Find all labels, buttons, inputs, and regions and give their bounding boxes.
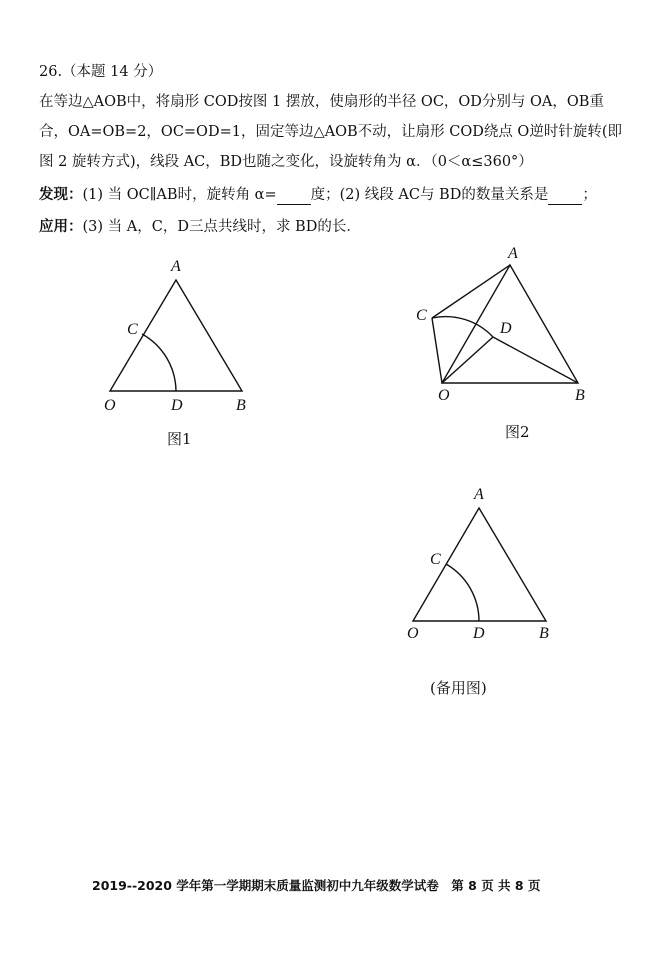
figure-1-label-d: D xyxy=(171,397,183,414)
figure-2-label-d: D xyxy=(500,320,512,337)
question-header: 26.（本题 14 分） xyxy=(39,64,163,80)
figure-3-label-d: D xyxy=(473,625,485,642)
figure-1-label-b: B xyxy=(236,397,246,414)
figure-1-label-a: A xyxy=(171,258,181,275)
question-paragraph-3: 图 2 旋转方式)，线段 AC，BD也随之变化，设旋转角为 α．（0＜α≤360°） xyxy=(39,154,533,170)
figure-2-sector-arc xyxy=(432,317,493,337)
question-paragraph-2: 合，OA=OB=2，OC=OD=1，固定等边△AOB不动，让扇形 COD绕点 O逆时针旋转(即 xyxy=(39,124,622,140)
page-footer: 2019--2020 学年第一学期期末质量监测初中九年级数学试卷 第 8 页 共 8 页 xyxy=(92,878,541,893)
figure-2-radius-oc xyxy=(432,318,442,383)
figure-1-caption: 图1 xyxy=(167,430,192,448)
figure-2-label-a: A xyxy=(508,245,518,262)
apply-label: 应用： xyxy=(39,218,83,235)
figure-2-label-c: C xyxy=(416,307,427,324)
figure-2-segment-ac xyxy=(432,265,510,318)
figure-2-caption: 图2 xyxy=(505,423,530,441)
question-paragraph-1: 在等边△AOB中，将扇形 COD按图 1 摆放，使扇形的半径 OC，OD分别与 OA，OB重 xyxy=(39,94,604,110)
figure-1-sector-arc xyxy=(142,334,176,391)
discover-part-2: 度；(2) 线段 AC与 BD的数量关系是 xyxy=(310,187,549,203)
apply-text: (3) 当 A，C，D三点共线时，求 BD的长． xyxy=(82,219,361,235)
discover-part-3: ； xyxy=(582,187,597,203)
discover-label: 发现： xyxy=(39,186,83,203)
figure-3-label-b: B xyxy=(539,625,549,642)
figure-1-label-o: O xyxy=(104,397,116,414)
figure-2-label-b: B xyxy=(575,387,585,404)
figure-2-radius-od xyxy=(442,337,493,383)
figure-3-label-o: O xyxy=(407,625,419,642)
figure-2-label-o: O xyxy=(438,387,450,404)
figure-3-label-a: A xyxy=(474,486,484,503)
figure-3-label-c: C xyxy=(430,551,441,568)
figure-3-sector-arc xyxy=(446,564,479,621)
discover-part-1: (1) 当 OC∥AB时，旋转角 α= xyxy=(82,187,277,203)
figure-1-label-c: C xyxy=(127,321,138,338)
figure-3-caption: (备用图) xyxy=(430,679,487,697)
